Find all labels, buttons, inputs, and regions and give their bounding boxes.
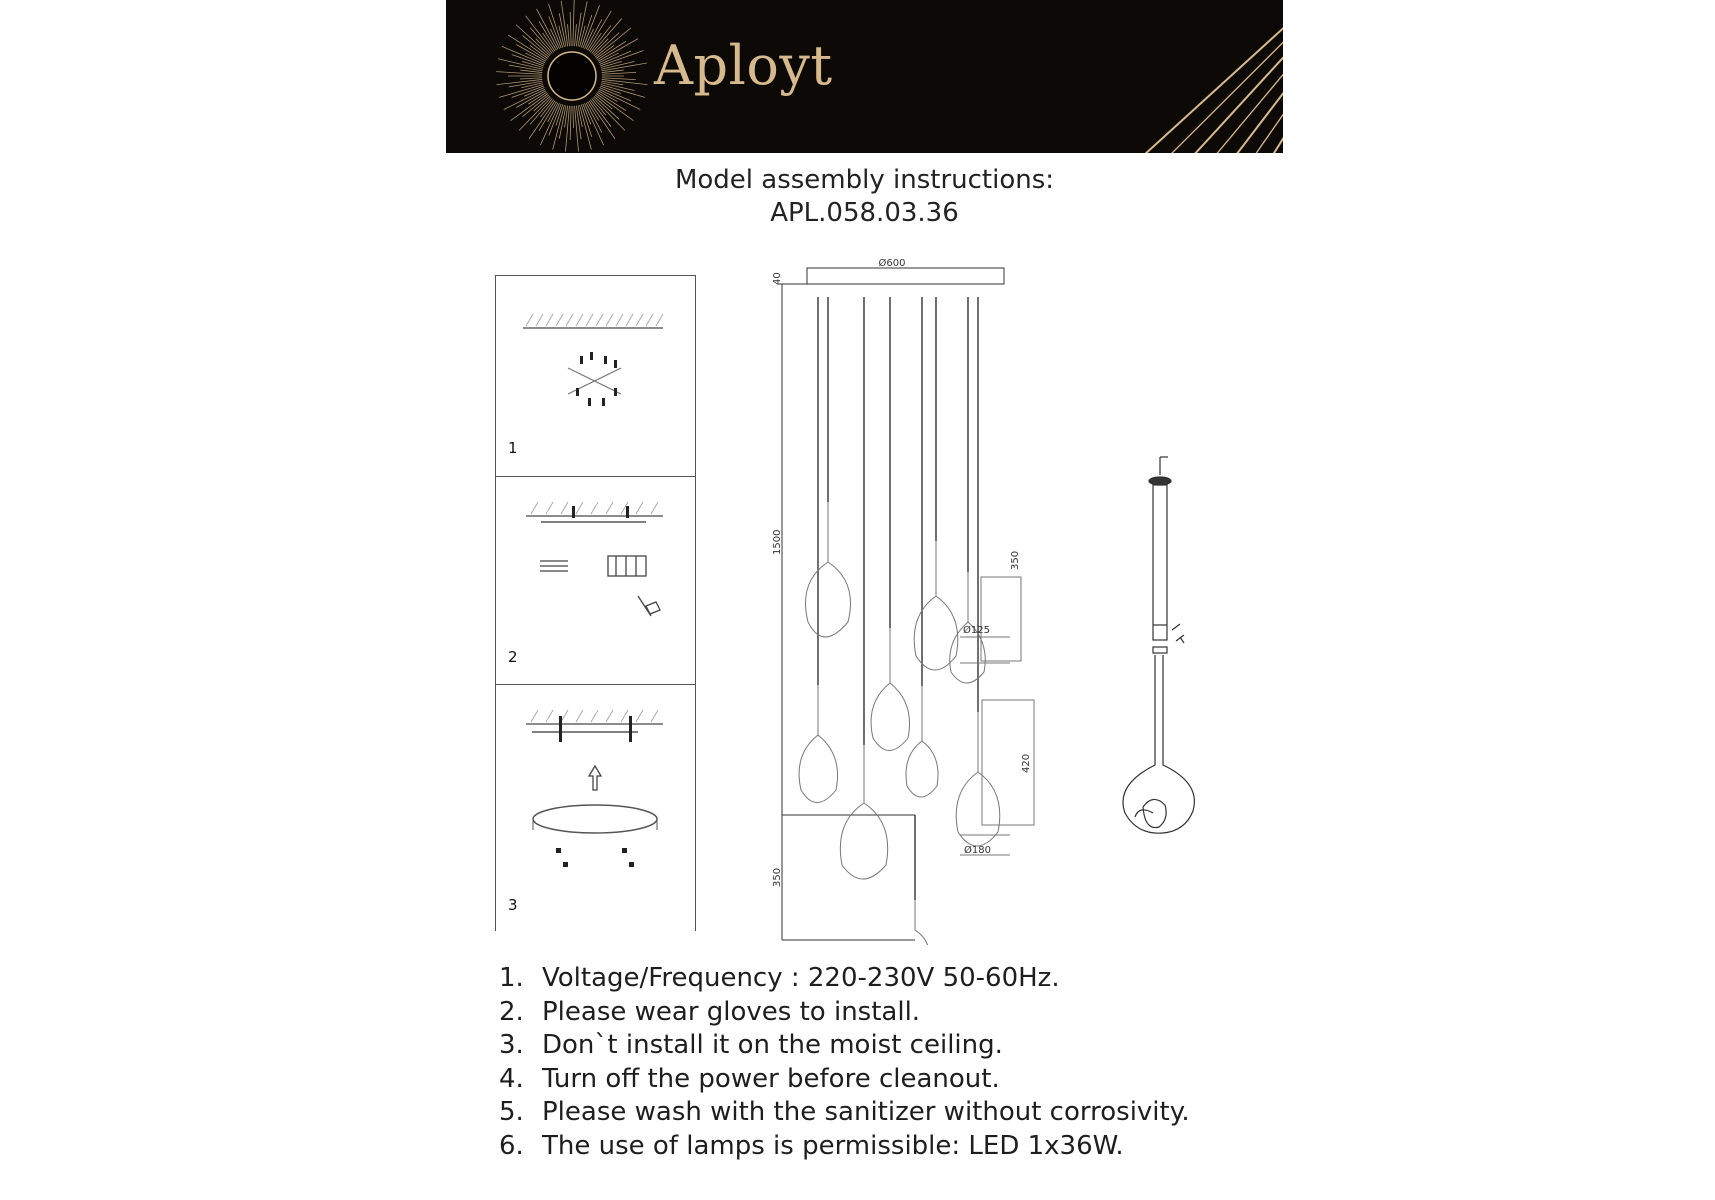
brand-banner [446, 0, 1283, 153]
canopy-attach-illustration [496, 684, 695, 931]
note-number: 1. [499, 963, 524, 993]
title-line-1: Model assembly instructions: [674, 165, 1055, 195]
note-item [499, 962, 1190, 996]
note-number: 4. [499, 1063, 524, 1094]
ceiling-mount-illustration [496, 276, 695, 476]
safety-notes-list [499, 962, 1190, 1164]
banner-ray [1231, 44, 1283, 153]
sun-ray [512, 86, 544, 97]
note-number: 2. [499, 996, 524, 1027]
chandelier-dimension-drawing [770, 255, 1050, 945]
banner-ray [1062, 1, 1283, 153]
note-number: 3. [499, 1030, 524, 1061]
banner-ray [1078, 7, 1283, 153]
note-text: Voltage/Frequency : 220-230V 50-60Hz. [542, 963, 1060, 993]
step-number: 2 [508, 648, 518, 666]
dim-cable-length: 1500 [772, 529, 783, 555]
sun-ray [602, 78, 636, 80]
sun-ray [568, 24, 570, 46]
sun-ray [573, 0, 574, 46]
page-title [446, 164, 1283, 230]
dim-large-shade-diameter: Ø180 [964, 845, 991, 856]
sun-ray [602, 72, 636, 74]
banner-ray [1130, 23, 1283, 153]
note-number: 6. [499, 1130, 524, 1161]
note-text: Don`t install it on the moist ceiling. [542, 1030, 1003, 1061]
note-item [499, 996, 1190, 1030]
note-text: The use of lamps is permissible: LED 1x36W. [542, 1130, 1124, 1161]
sun-ray [498, 59, 543, 69]
note-number: 5. [499, 1097, 524, 1128]
sun-disc [548, 52, 596, 100]
banner-ray [1169, 32, 1283, 153]
brand-logo-text: Aployt [654, 34, 833, 97]
sun-ray [565, 106, 569, 152]
sun-ray [575, 24, 577, 46]
sun-ray [573, 106, 574, 128]
note-item [499, 1029, 1190, 1063]
model-number: APL.058.03.36 [770, 198, 959, 228]
assembly-steps-panel [495, 275, 696, 931]
sun-ray [575, 106, 579, 152]
dim-small-shade-height: 350 [1010, 550, 1021, 570]
step-1-panel [496, 276, 695, 477]
note-text: Please wear gloves to install. [542, 996, 921, 1027]
sun-ray [570, 106, 571, 140]
dim-small-shade-diameter: Ø125 [963, 625, 990, 636]
note-text: Turn off the power before cleanout. [542, 1063, 1000, 1094]
sun-ray [581, 15, 592, 47]
note-item [499, 1096, 1190, 1130]
sun-ray [528, 92, 547, 104]
wiring-illustration [496, 476, 695, 684]
sun-ray [600, 50, 643, 65]
note-text: Please wash with the sanitizer without corrosivity. [542, 1097, 1190, 1128]
sun-ray [520, 78, 542, 79]
note-item [499, 1063, 1190, 1097]
dim-canopy-diameter: Ø600 [878, 258, 906, 269]
dim-canopy-height: 40 [772, 272, 783, 285]
step-number: 3 [508, 896, 518, 914]
step-2-panel [496, 476, 695, 685]
note-item [499, 1130, 1190, 1164]
dim-bottom-height: 350 [772, 867, 783, 887]
dim-large-shade-height: 420 [1021, 753, 1032, 773]
step-3-panel [496, 684, 695, 931]
sun-rays-graphic [446, 0, 1283, 153]
sun-ray [512, 54, 544, 65]
single-pendant-illustration [1110, 455, 1220, 835]
step-number: 1 [508, 439, 518, 457]
sun-ray [570, 12, 571, 46]
